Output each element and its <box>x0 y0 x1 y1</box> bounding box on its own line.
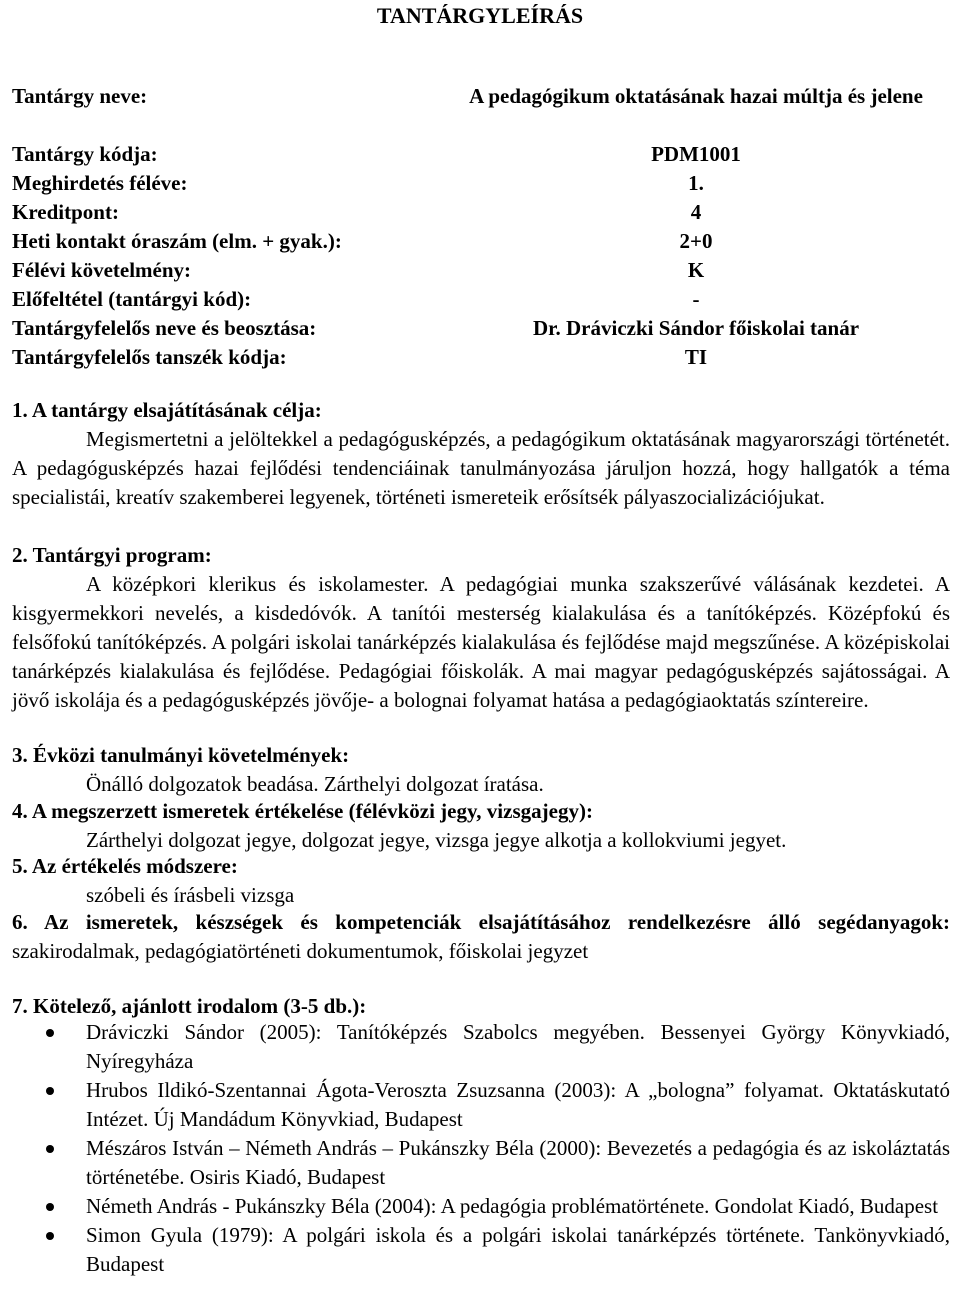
info-row-credits <box>12 198 950 227</box>
list-item <box>12 1134 950 1192</box>
info-row-semester <box>12 169 950 198</box>
info-value: TI <box>684 345 708 369</box>
course-info-table <box>12 82 950 372</box>
section-text: A középkori klerikus és iskolamester. A pedagógiai munka szakszerűvé válásának kezdetei. A kisgyermekkori nevelés, a kisdedóvók. A tanítói mesterség kialakulása és a tanítóképzés. Középfokú és felsőfokú tanítóképzés. A polgári iskolai tanárképzés kialakulása és fejlődése majd megszűnése. A középiskolai tanárképzés kialakulása és fejlődése. Pedagógiai főiskolák. A mai magyar pedagógusképzés sajátosságai. A jövő iskolája és a pedagógusképzés jövője- a bolognai folyamat hatása a pedagógiaoktatás színtereire. <box>12 572 950 712</box>
info-label: Tantárgy neve: <box>12 84 148 108</box>
info-label: Kreditpont: <box>12 200 119 224</box>
info-value: - <box>692 287 700 311</box>
info-label: Tantárgyfelelős tanszék kódja: <box>12 345 287 369</box>
bullet-icon <box>46 1029 54 1037</box>
info-row-department <box>12 343 950 372</box>
section-heading: 6. Az ismeretek, készségek és kompetenciák elsajátításához rendelkezésre álló segédanyagok: <box>12 910 950 934</box>
info-label: Előfeltétel (tantárgyi kód): <box>12 287 252 311</box>
section-heading: 3. Évközi tanulmányi követelmények: <box>12 743 350 767</box>
literature-entry: Mészáros István – Németh András – Pukánszky Béla (2000): Bevezetés a pedagógia és az iskoláztatás történetébe. Osiris Kiadó, Budapest <box>86 1136 950 1189</box>
literature-entry: Simon Gyula (1979): A polgári iskola és a polgári iskolai tanárképzés története. Tankönyvkiadó, Budapest <box>86 1223 950 1276</box>
info-value: 4 <box>690 200 702 224</box>
section-text: Megismertetni a jelöltekkel a pedagógusképzés, a pedagógikum oktatásának magyarországi történetét. A pedagógusképzés hazai fejlődési tendenciáinak tanulmányozása járuljon hozzá, hogy hallgatók a téma specialistái, kreatív szakemberei legyenek, történeti ismereteik erősítsék pályaszocializációjukat. <box>12 427 950 509</box>
info-label: Félévi követelmény: <box>12 258 192 282</box>
section-heading: 2. Tantárgyi program: <box>12 543 212 567</box>
info-value: PDM1001 <box>651 142 741 166</box>
info-label: Tantárgy kódja: <box>12 142 158 166</box>
bullet-icon <box>46 1232 54 1240</box>
section-heading: 5. Az értékelés módszere: <box>12 854 238 878</box>
info-value: 2+0 <box>679 229 713 253</box>
section-heading: 4. A megszerzett ismeretek értékelése (félévközi jegy, vizsgajegy): <box>12 799 593 823</box>
list-item <box>12 1076 950 1134</box>
info-row-contact-hours <box>12 227 950 256</box>
section-text: szakirodalmak, pedagógiatörténeti dokumentumok, főiskolai jegyzet <box>12 939 589 963</box>
info-row-requirement <box>12 256 950 285</box>
info-label: Tantárgyfelelős neve és beosztása: <box>12 316 317 340</box>
info-value: Dr. Dráviczki Sándor főiskolai tanár <box>532 316 860 340</box>
literature-entry: Dráviczki Sándor (2005): Tanítóképzés Szabolcs megyében. Bessenyei György Könyvkiadó, Nyíregyháza <box>86 1020 950 1073</box>
section-assessment <box>12 797 950 855</box>
info-row-course-code <box>12 140 950 169</box>
info-value: A pedagógikum oktatásának hazai múltja és jelene <box>469 84 923 108</box>
section-heading: 7. Kötelező, ajánlott irodalom (3-5 db.): <box>12 994 367 1018</box>
section-materials <box>12 908 950 966</box>
section-requirements <box>12 741 950 799</box>
section-text: Zárthelyi dolgozat jegye, dolgozat jegye, vizsga jegye alkotja a kollokviumi jegyet. <box>86 828 787 852</box>
literature-entry: Hrubos Ildikó-Szentannai Ágota-Veroszta Zsuzsanna (2003): A „bologna” folyamat. Oktatáskutató Intézet. Új Mandádum Könyvkiad, Budapest <box>86 1078 950 1131</box>
info-row-course-name <box>12 82 950 140</box>
literature-entry: Németh András - Pukánszky Béla (2004): A pedagógia problématörténete. Gondolat Kiadó, Budapest <box>86 1194 939 1218</box>
bullet-icon <box>46 1203 54 1211</box>
section-text: szóbeli és írásbeli vizsga <box>86 883 295 907</box>
section-program <box>12 541 950 715</box>
list-item <box>12 1018 950 1076</box>
bullet-icon <box>46 1145 54 1153</box>
section-heading: 1. A tantárgy elsajátításának célja: <box>12 398 322 422</box>
list-item <box>12 1192 950 1221</box>
literature-list <box>12 1018 950 1279</box>
info-label: Heti kontakt óraszám (elm. + gyak.): <box>12 229 342 253</box>
document-title: TANTÁRGYLEÍRÁS <box>376 3 584 28</box>
info-row-responsible <box>12 314 950 343</box>
bullet-icon <box>46 1087 54 1095</box>
info-row-prerequisite <box>12 285 950 314</box>
info-value: K <box>687 258 705 282</box>
section-text: Önálló dolgozatok beadása. Zárthelyi dolgozat íratása. <box>86 772 544 796</box>
list-item <box>12 1221 950 1279</box>
section-evaluation-method <box>12 852 950 910</box>
info-label: Meghirdetés féléve: <box>12 171 188 195</box>
info-value: 1. <box>688 171 704 195</box>
section-objective <box>12 396 950 512</box>
section-literature <box>12 992 950 1021</box>
